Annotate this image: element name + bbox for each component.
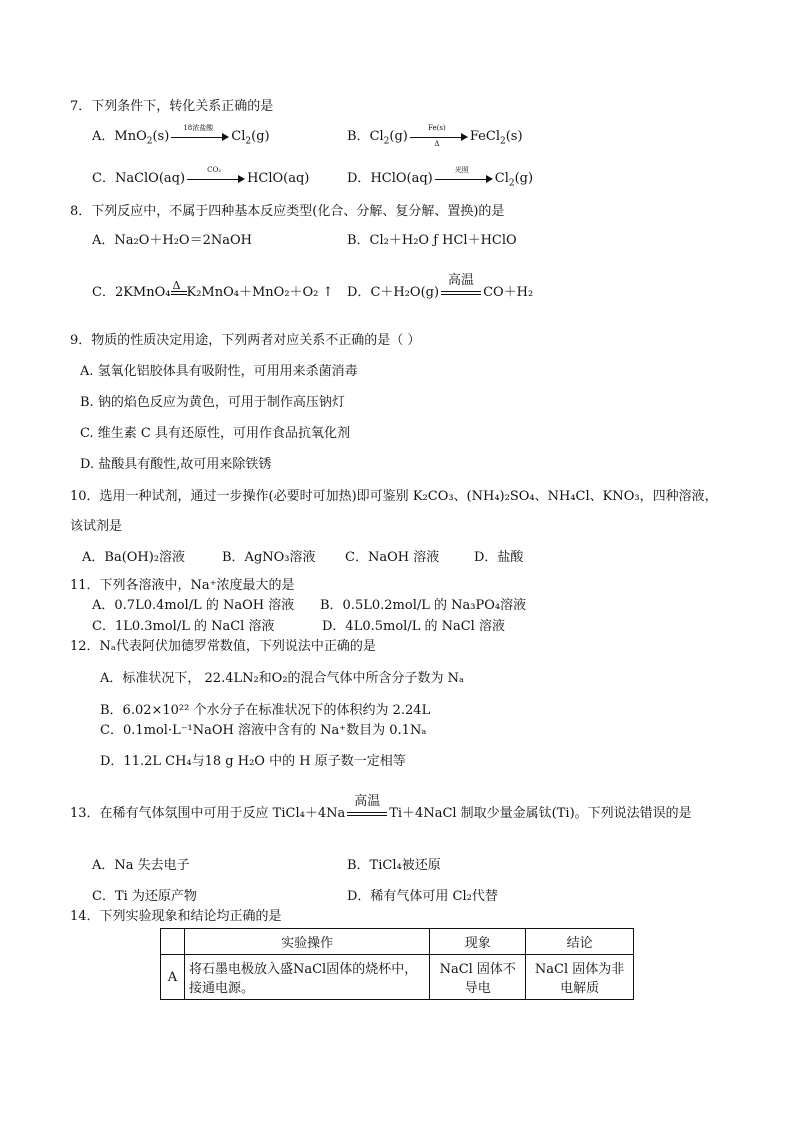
q8-d-left: C＋H₂O(g) (370, 285, 440, 300)
table-row (161, 955, 634, 1000)
q8-d-right: CO＋H₂ (483, 285, 534, 300)
q7-b-label: B． (347, 129, 370, 144)
q8-d-label: D． (347, 285, 371, 300)
q7-option-b (347, 123, 523, 151)
q7-b-condition: Fe(s) (428, 123, 446, 132)
reaction-arrow (435, 165, 493, 185)
q8-c-condition: Δ (172, 278, 181, 292)
q13-option-a: A．Na 失去电子 (92, 858, 190, 873)
q7-d-right-sub: 2 (508, 178, 515, 189)
q11-option-b: B．0.5L0.2mol/L 的 Na₃PO₄溶液 (320, 598, 527, 613)
high-temp-equals-sign (347, 793, 387, 821)
q7-b-right-sub: 2 (499, 136, 506, 147)
table-header: 实验操作 (184, 929, 429, 955)
q7-a-label: A． (92, 129, 115, 144)
q11-option-c: C．1L0.3mol/L 的 NaCl 溶液 (92, 619, 275, 634)
question-10-stem-cont: 该试剂是 (70, 519, 123, 534)
q8-option-d (347, 272, 534, 302)
q7-c-right: HClO(aq) (247, 171, 310, 186)
reaction-arrow (187, 165, 245, 185)
q8-d-condition: 高温 (448, 272, 475, 288)
q13-option-b: B．TiCl₄被还原 (347, 858, 441, 873)
q13-stem-pre: 13．在稀有气体氛围中可用于反应 TiCl₄＋4Na (70, 806, 346, 821)
table-header-row (161, 929, 634, 955)
q9-option-c: C. 维生素 C 具有还原性，可用作食品抗氧化剂 (80, 426, 350, 441)
question-8-stem: 8．下列反应中，不属于四种基本反应类型(化合、分解、复分解、置换)的是 (70, 204, 505, 219)
q8-c-label: C． (92, 285, 115, 300)
conclusion-cell: NaCl 固体为非电解质 (526, 955, 634, 1000)
q12-option-c: C．0.1mol·L⁻¹NaOH 溶液中含有的 Na⁺数目为 0.1Nₐ (100, 723, 427, 738)
q8-option-a: A．Na₂O＋H₂O＝2NaOH (92, 233, 252, 248)
q10-option-c: C．NaOH 溶液 (345, 550, 440, 565)
question-10-stem: 10．选用一种试剂，通过一步操作(必要时可加热)即可鉴别 K₂CO₃、(NH₄)₂SO₄、NH₄Cl、KNO₃，四种溶液， (70, 489, 718, 504)
q10-option-b: B．AgNO₃溶液 (222, 550, 316, 565)
q7-b-under: Δ (434, 139, 440, 148)
q10-option-d: D．盐酸 (474, 550, 524, 565)
table-header: 现象 (430, 929, 526, 955)
phenomenon-cell: NaCl 固体不导电 (430, 955, 526, 1000)
q7-a-right-sub: 2 (245, 136, 252, 147)
q11-option-d: D．4L0.5mol/L 的 NaCl 溶液 (322, 619, 505, 634)
q7-d-right: Cl (494, 171, 509, 186)
q7-d-right-state: (g) (514, 171, 534, 186)
q8-c-left: 2KMnO₄ (114, 285, 171, 300)
experiment-table (160, 928, 634, 1000)
q8-c-right: K₂MnO₄＋MnO₂＋O₂ ↑ (186, 285, 334, 300)
q7-d-label: D． (347, 171, 371, 186)
q9-option-a: A. 氢氧化铝胶体具有吸附性，可用用来杀菌消毒 (80, 364, 358, 379)
question-14-stem: 14．下列实验现象和结论均正确的是 (70, 909, 282, 924)
q12-option-d: D．11.2L CH₄与18 g H₂O 中的 H 原子数一定相等 (100, 754, 406, 769)
q10-option-a: A．Ba(OH)₂溶液 (82, 550, 186, 565)
q13-condition: 高温 (354, 793, 381, 809)
q7-option-d (347, 165, 534, 193)
q12-option-a: A．标准状况下， 22.4LN₂和O₂的混合气体中所含分子数为 Nₐ (100, 671, 465, 686)
q7-c-label: C． (92, 171, 115, 186)
q13-option-d: D．稀有气体可用 Cl₂代替 (347, 889, 498, 904)
operation-cell: 将石墨电极放入盛NaCl固体的烧杯中，接通电源。 (184, 955, 429, 1000)
q7-a-condition: 18浓盐酸 (183, 123, 214, 132)
row-label: A (161, 955, 185, 1000)
table-header (161, 929, 185, 955)
q7-b-right: FeCl (469, 129, 500, 144)
question-13-stem (70, 793, 692, 823)
reaction-arrow (410, 123, 468, 148)
q7-option-a (92, 123, 270, 151)
q9-option-b: B. 钠的焰色反应为黄色，可用于制作高压钠灯 (80, 395, 345, 410)
reaction-arrow (171, 123, 229, 143)
q11-option-a: A．0.7L0.4mol/L 的 NaOH 溶液 (92, 598, 295, 613)
q7-c-left: NaClO(aq) (114, 171, 186, 186)
q7-b-left-sub: 2 (383, 136, 390, 147)
q12-option-b: B．6.02×10²² 个水分子在标准状况下的体积约为 2.24L (100, 703, 431, 718)
q7-a-right: Cl (231, 129, 246, 144)
q7-b-left: Cl (369, 129, 384, 144)
q7-d-condition: 光照 (454, 165, 469, 174)
question-7-stem: 7．下列条件下，转化关系正确的是 (70, 99, 274, 114)
table-header: 结论 (526, 929, 634, 955)
q7-d-left: HClO(aq) (370, 171, 433, 186)
heat-equals-sign (171, 278, 187, 300)
q7-c-condition: CO₂ (207, 165, 222, 174)
q13-option-c: C．Ti 为还原产物 (92, 889, 197, 904)
q7-b-left-state: (g) (389, 129, 408, 144)
q7-option-c (92, 165, 310, 188)
q8-option-c (92, 278, 334, 302)
question-12-stem: 12．Nₐ代表阿伏加德罗常数值，下列说法中正确的是 (70, 639, 376, 654)
q8-option-b: B．Cl₂＋H₂O ƒ HCl＋HClO (347, 233, 517, 248)
q7-a-left-state: (s) (152, 129, 170, 144)
q9-option-d: D. 盐酸具有酸性,故可用来除铁锈 (80, 457, 272, 472)
q7-a-right-state: (g) (251, 129, 270, 144)
high-temp-equals-sign (441, 272, 481, 300)
q7-b-right-state: (s) (505, 129, 523, 144)
q7-a-left: MnO (114, 129, 147, 144)
q7-a-left-sub: 2 (146, 136, 153, 147)
question-11-stem: 11．下列各溶液中，Na⁺浓度最大的是 (70, 578, 295, 593)
question-9-stem: 9．物质的性质决定用途，下列两者对应关系不正确的是（ ） (70, 333, 421, 348)
q13-stem-post: Ti＋4NaCl 制取少量金属钛(Ti)。下列说法错误的是 (389, 806, 692, 821)
